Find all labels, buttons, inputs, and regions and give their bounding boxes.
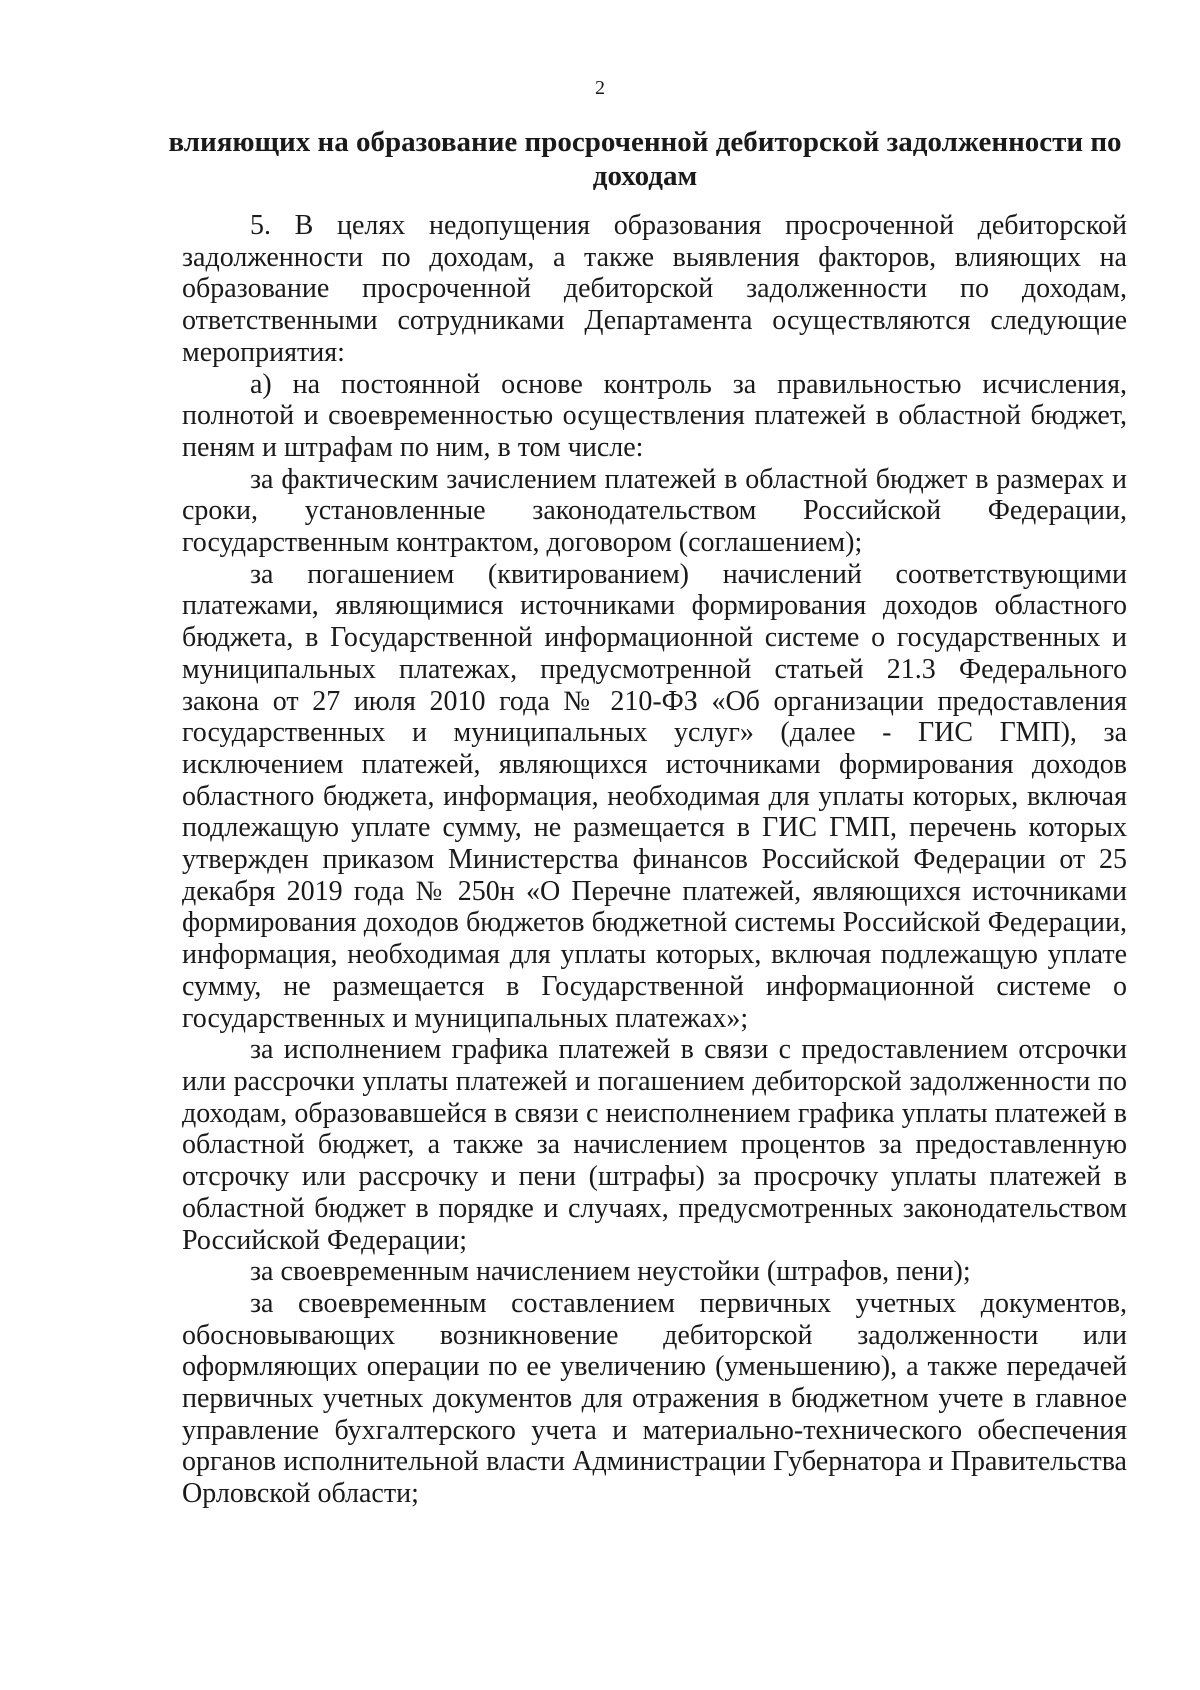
paragraph-7: за своевременным составлением первичных учетных документов, обосновывающих возникновение дебиторской задолженности или оформляющих операции по ее увеличению (уменьшению), а также передачей первичных учетных документов для отражения в бюджетном учете в главное управление бухгалтерского учета и материально-технического обеспечения органов исполнительной власти Администрации Губернатора и Правительства Орловской области; (182, 1287, 1127, 1510)
paragraph-2: а) на постоянной основе контроль за правильностью исчисления, полнотой и своевременностью осуществления платежей в областной бюджет, пеням и штрафам по ним, в том числе: (182, 368, 1127, 463)
paragraph-1: 5. В целях недопущения образования просроченной дебиторской задолженности по доходам, а также выявления факторов, влияющих на образование просроченной дебиторской задолженности по доходам, ответственными сотрудниками Департамента осуществляются следующие мероприятия: (182, 210, 1127, 368)
paragraph-3: за фактическим зачислением платежей в областной бюджет в размерах и сроки, установленные законодательством Российской Федерации, государственным контрактом, договором (соглашением); (182, 463, 1127, 559)
paragraph-4: за погашением (квитированием) начислений соответствующими платежами, являющимися источниками формирования доходов областного бюджета, в Государственной информационной системе о государственных и муниципальных платежах, предусмотренной статьей 21.3 Федерального закона от 27 июля 2010 года № 210-ФЗ «Об организации предоставления государственных и муниципальных услуг» (далее - ГИС ГМП), за исключением платежей, являющихся источниками формирования доходов областного бюджета, информация, необходимая для уплаты которых, включая подлежащую уплате сумму, не размещается в ГИС ГМП, перечень которых утвержден приказом Министерства финансов Российской Федерации от 25 декабря 2019 года № 250н «О Перечне платежей, являющихся источниками формирования доходов бюджетов бюджетной системы Российской Федерации, информация, необходимая для уплаты которых, включая подлежащую уплате сумму, не размещается в Государственной информационной системе о государственных и муниципальных платежах»; (182, 558, 1127, 1034)
section-heading: влияющих на образование просроченной дебиторской задолженности по доходам (168, 126, 1122, 192)
paragraph-5: за исполнением графика платежей в связи с предоставлением отсрочки или рассрочки уплаты платежей и погашением дебиторской задолженности по доходам, образовавшейся в связи с неисполнением графика уплаты платежей в областной бюджет, а также за начислением процентов за предоставленную отсрочку или рассрочку и пени (штрафы) за просрочку уплаты платежей в областной бюджет в порядке и случаях, предусмотренных законодательством Российской Федерации; (182, 1034, 1127, 1256)
page-number: 2 (595, 77, 605, 99)
document-body (182, 210, 1127, 1510)
paragraph-6: за своевременным начислением неустойки (штрафов, пени); (250, 1256, 971, 1288)
